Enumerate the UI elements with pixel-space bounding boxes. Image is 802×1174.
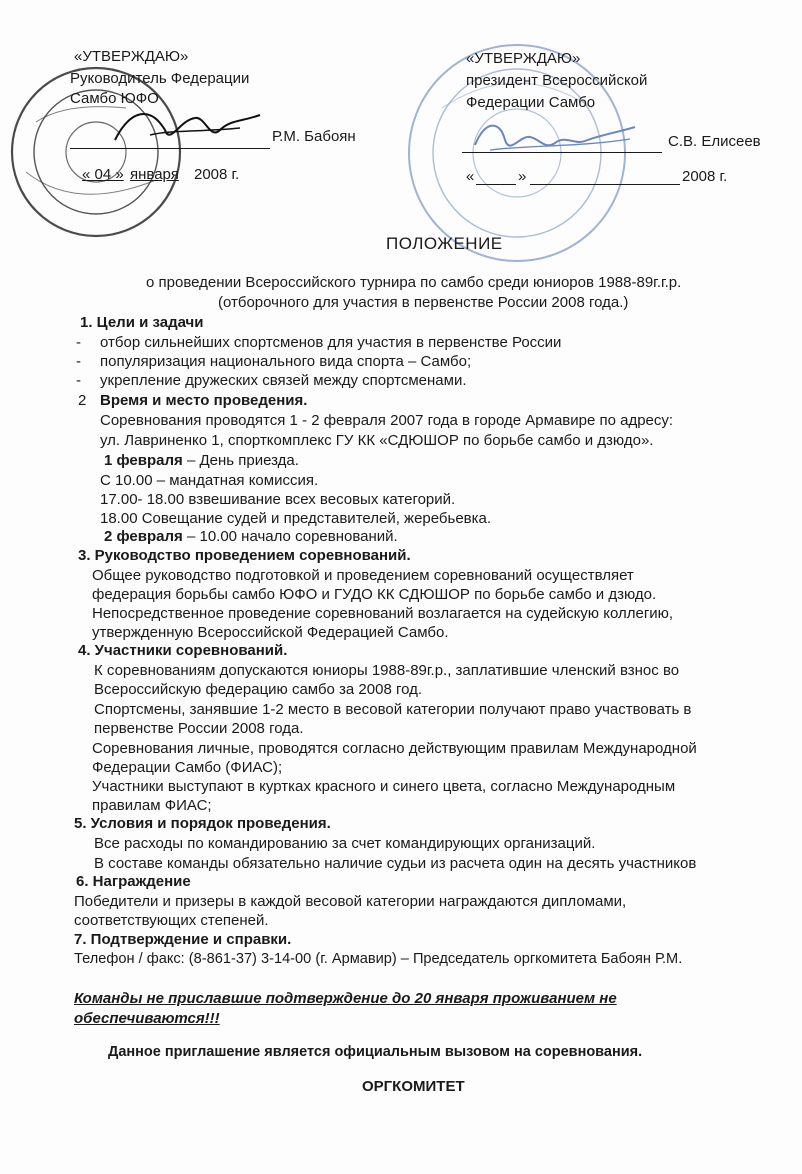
left-signature (110, 100, 270, 160)
section-6-line: соответствующих степеней. (74, 912, 269, 929)
section-3-line: федерация борьбы самбо ЮФО и ГУДО КК СДЮШОР по борьбе самбо и дзюдо. (92, 586, 657, 603)
section-3-heading: 3. Руководство проведением соревнований. (78, 547, 411, 564)
right-date-day-blank (476, 184, 516, 185)
section-1-item: укрепление дружеских связей между спортсменами. (100, 372, 467, 389)
section-7-heading: 7. Подтверждение и справки. (74, 931, 292, 948)
section-2-feb1 (104, 452, 299, 469)
right-approve: «УТВЕРЖДАЮ» (466, 50, 581, 67)
subtitle-line-2: (отборочного для участия в первенстве России 2008 года.) (218, 294, 629, 311)
section-5-line: В составе команды обязательно наличие судьи из расчета один на десять участников (94, 855, 697, 872)
section-1-bullet: - (76, 372, 81, 389)
invitation-statement: Данное приглашение является официальным вызовом на соревнования. (108, 1044, 643, 1060)
subtitle-line-1: о проведении Всероссийского турнира по самбо среди юниоров 1988-89г.г.р. (146, 274, 682, 291)
right-approver-title-1: президент Всероссийской (466, 72, 648, 89)
feb1-text: – День приезда. (182, 452, 299, 469)
section-3-line: Общее руководство подготовкой и проведением соревнований осуществляет (92, 567, 634, 584)
section-1-bullet: - (76, 353, 81, 370)
page-title: ПОЛОЖЕНИЕ (386, 234, 503, 253)
section-5-heading: 5. Условия и порядок проведения. (74, 815, 331, 832)
left-signature-line (70, 148, 270, 149)
section-2-number: 2 (78, 392, 87, 409)
right-signature-line (462, 152, 662, 153)
left-approver-title-1: Руководитель Федерации (70, 70, 250, 87)
right-date-year: 2008 г. (682, 168, 728, 185)
section-2-paragraph: ул. Лавриненко 1, спорткомплекс ГУ КК «СДЮШОР по борьбе самбо и дзюдо». (100, 432, 654, 449)
section-5-line: Все расходы по командированию за счет командирующих организаций. (94, 835, 596, 852)
right-date-month-blank (530, 184, 680, 185)
section-3-line: утвержденную Всероссийской Федерацией Самбо. (92, 624, 449, 641)
left-date-year: 2008 г. (194, 166, 240, 183)
section-2-feb2 (104, 528, 398, 545)
left-approver-title-2: Самбо ЮФО (70, 90, 159, 107)
section-6-heading: 6. Награждение (76, 873, 191, 890)
left-signer-name: Р.М. Бабоян (272, 128, 356, 145)
section-4-line: Всероссийскую федерацию самбо за 2008 год. (94, 681, 423, 698)
section-1-item: отбор сильнейших спортсменов для участия в первенстве России (100, 334, 562, 351)
section-4-line: Спортсмены, занявшие 1-2 место в весовой категории получают право участвовать в (94, 701, 692, 718)
section-4-heading: 4. Участники соревнований. (78, 642, 288, 659)
notice-line-1: Команды не приславшие подтверждение до 20 января проживанием не (74, 990, 617, 1007)
right-approver-title-2: Федерации Самбо (466, 94, 596, 111)
section-4-line: Федерации Самбо (ФИАС); (92, 759, 283, 776)
feb2-date: 2 февраля (104, 528, 183, 545)
section-2-schedule: 17.00- 18.00 взвешивание всех весовых категорий. (100, 491, 456, 508)
section-2-heading: Время и место проведения. (100, 392, 308, 409)
right-signature (470, 115, 640, 165)
section-4-line: правилам ФИАС; (92, 797, 212, 814)
section-4-line: первенстве России 2008 года. (94, 720, 304, 737)
section-3-line: Непосредственное проведение соревнований возлагается на судейскую коллегию, (92, 605, 674, 622)
section-2-schedule: С 10.00 – мандатная комиссия. (100, 472, 319, 489)
right-signer-name: С.В. Елисеев (668, 133, 761, 150)
organizing-committee: ОРГКОМИТЕТ (362, 1078, 465, 1095)
section-4-line: Соревнования личные, проводятся согласно действующим правилам Международной (92, 740, 697, 757)
right-date-close: » (518, 168, 527, 185)
right-date-open: « (466, 168, 475, 185)
feb1-date: 1 февраля (104, 452, 183, 469)
left-date-day: « 04 » (82, 166, 124, 183)
notice-line-2: обеспечиваются!!! (74, 1010, 220, 1027)
section-7-line: Телефон / факс: (8-861-37) 3-14-00 (г. Армавир) – Председатель оргкомитета Бабоян Р.М. (74, 951, 683, 967)
left-date-month: января (130, 166, 179, 183)
section-1-heading: 1. Цели и задачи (80, 314, 204, 331)
section-6-line: Победители и призеры в каждой весовой категории награждаются дипломами, (74, 893, 627, 910)
section-1-item: популяризация национального вида спорта – Самбо; (100, 353, 472, 370)
left-approve: «УТВЕРЖДАЮ» (74, 48, 189, 65)
section-1-bullet: - (76, 334, 81, 351)
section-4-line: Участники выступают в куртках красного и синего цвета, согласно Международным (92, 778, 676, 795)
section-2-paragraph: Соревнования проводятся 1 - 2 февраля 2007 года в городе Армавире по адресу: (100, 412, 674, 429)
section-4-line: К соревнованиям допускаются юниоры 1988-89г.р., заплатившие членский взнос во (94, 662, 680, 679)
feb2-text: – 10.00 начало соревнований. (182, 528, 398, 545)
section-2-schedule: 18.00 Совещание судей и представителей, жеребьевка. (100, 510, 492, 527)
